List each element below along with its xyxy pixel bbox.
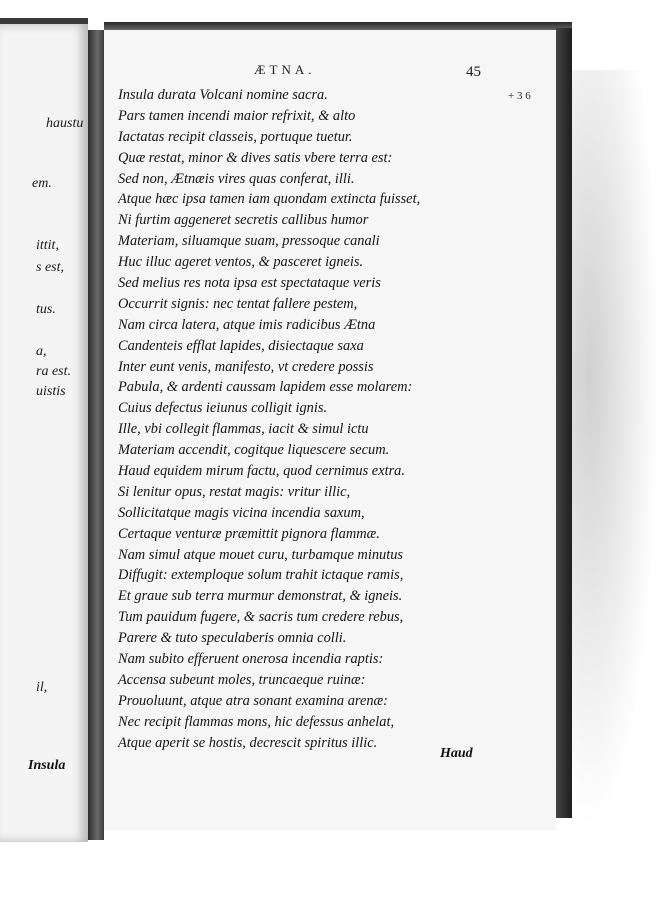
verse-line: Certaque venturæ præmittit pignora flammæ.: [118, 525, 380, 542]
left-fragment: uistis: [36, 384, 66, 399]
verse-line: Si lenitur opus, restat magis: vritur illic,: [118, 483, 351, 500]
left-fragment: ittit,: [36, 238, 59, 253]
left-fragment: haustu: [46, 116, 84, 131]
verse-line: Sed melius res nota ipsa est spectataque veris: [118, 275, 381, 292]
verse-line: Iactatas recipit classeis, portuque tuetur.: [118, 128, 353, 145]
left-fragment: s est,: [36, 260, 64, 275]
verse-line: Nam subito efferuent onerosa incendia raptis:: [118, 651, 384, 668]
left-fragment: tus.: [36, 302, 56, 317]
verse-line: Parere & tuto speculaberis omnia colli.: [118, 630, 347, 647]
left-fragment: ra est.: [36, 364, 71, 379]
verse-line: Pars tamen incendi maior refrixit, & alto: [118, 107, 356, 124]
verse-line: Sed non, Ætnæis vires quas conferat, illi.: [118, 170, 355, 187]
verse-line: Diffugit: extemploque solum trahit ictaque ramis,: [118, 567, 404, 584]
verse-line: Tum pauidum fugere, & sacris tum credere rebus,: [118, 609, 404, 626]
verse-line: Nec recipit flammas mons, hic defessus anhelat,: [118, 713, 395, 730]
catchword: Haud: [440, 746, 473, 761]
verse-line: Quæ restat, minor & dives satis vbere terra est:: [118, 149, 393, 166]
verse-line: Ille, vbi collegit flammas, iacit & simul ictu: [118, 421, 369, 438]
verse-line: Nam circa latera, atque imis radicibus Ætna: [118, 316, 376, 333]
verse-line: Prouoluunt, atque atra sonant examina arenæ:: [118, 692, 388, 709]
page-number: 45: [466, 64, 481, 80]
verse-line: Atque hæc ipsa tamen iam quondam extincta fuisset,: [118, 191, 421, 208]
verse-line: Materiam accendit, cogitque liquescere secum.: [118, 442, 390, 459]
verse-line: Insula durata Volcani nomine sacra.: [118, 87, 328, 103]
verse-line: Ni furtim aggeneret secretis callibus humor: [118, 212, 369, 229]
verse-line: Haud equidem mirum factu, quod cernimus extra.: [118, 463, 405, 480]
left-catchword: Insula: [28, 758, 66, 773]
running-head: ÆTNA.: [254, 62, 316, 77]
scan-smudge: [560, 70, 660, 830]
left-page: [0, 18, 88, 842]
verse-line: Pabula, & ardenti caussam lapidem esse molarem:: [118, 379, 413, 396]
verse-line: Candenteis efflat lapides, disiectaque saxa: [118, 337, 364, 354]
verse-line: Atque aperit se hostis, decrescit spiritus illic.: [118, 734, 378, 751]
left-fragment: em.: [32, 176, 52, 191]
left-fragment: il,: [36, 680, 48, 695]
margin-note: + 3 6: [508, 90, 531, 102]
verse-line: Et graue sub terra murmur demonstrat, & igneis.: [118, 588, 403, 605]
verse-line: Huc illuc ageret ventos, & pasceret igneis.: [118, 254, 364, 271]
verse-line: Occurrit signis: nec tentat fallere pestem,: [118, 295, 358, 312]
verse-line: Sollicitatque magis vicina incendia saxum,: [118, 504, 365, 521]
verse-line: Nam simul atque mouet curu, turbamque minutus: [118, 546, 404, 563]
verse-line: Accensa subeunt moles, truncaeque ruinæ:: [118, 671, 366, 688]
book-gutter: [88, 30, 104, 840]
page-right-edge: [556, 28, 572, 818]
left-fragment: a,: [36, 344, 47, 359]
verse-block: [118, 85, 558, 754]
verse-line: Inter eunt venis, manifesto, vt credere possis: [118, 358, 374, 375]
verse-line: Materiam, siluamque suam, pressoque canali: [118, 233, 380, 250]
verse-line: Cuius defectus ieiunus colligit ignis.: [118, 400, 328, 417]
